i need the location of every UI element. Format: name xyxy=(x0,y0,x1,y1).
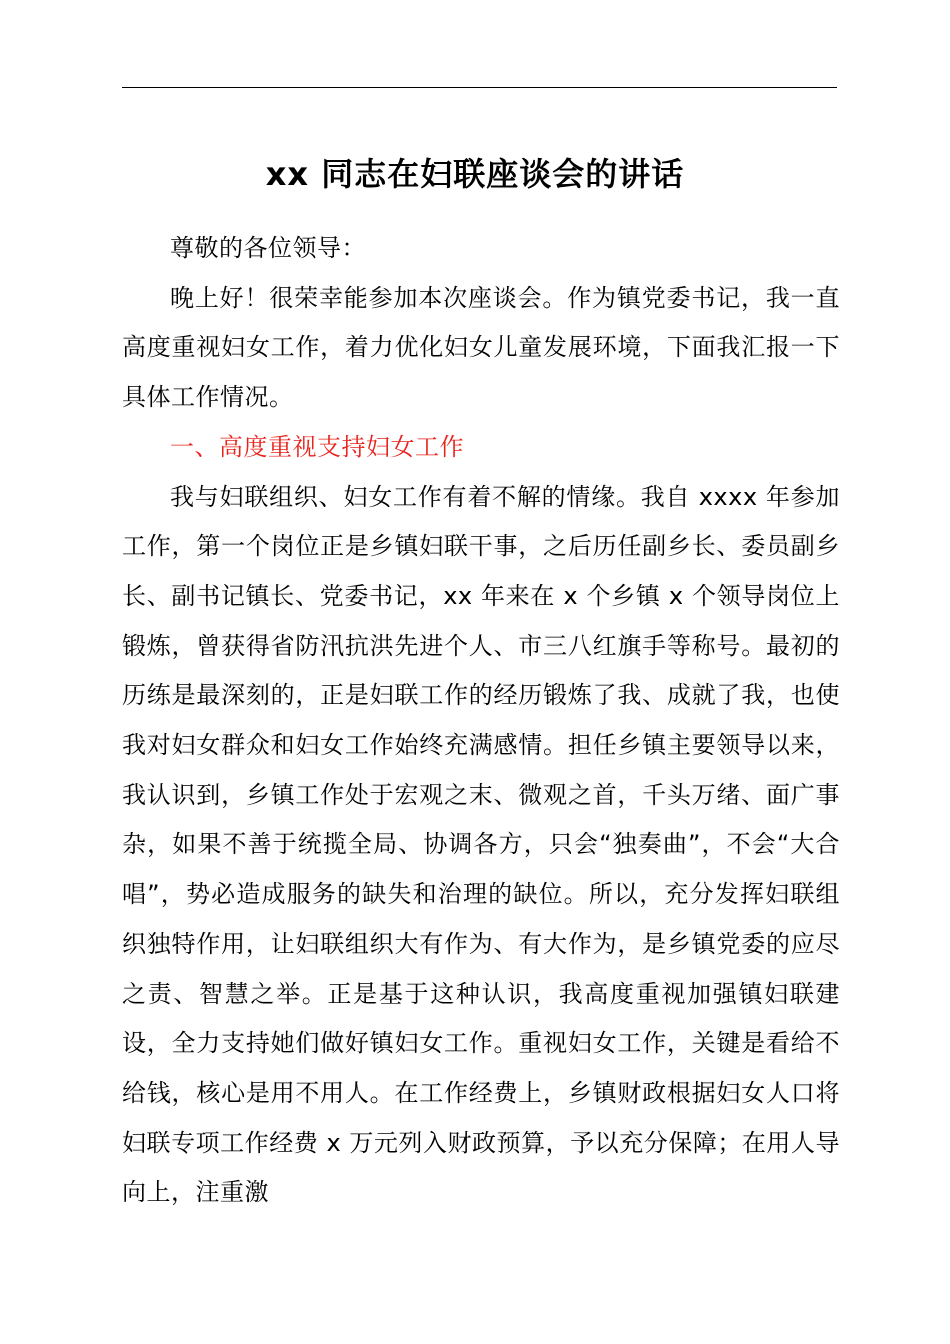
document-title: xx 同志在妇联座谈会的讲话 xyxy=(265,155,685,193)
header-rule xyxy=(122,87,837,88)
section-paragraph: 我与妇联组织、妇女工作有着不解的情缘。我自 xxxx 年参加工作，第一个岗位正是乡镇妇联干事，之后历任副乡长、委员副乡长、副书记镇长、党委书记，xx 年来在 x 个乡镇 x 个领导岗位上锻炼，曾获得省防汛抗洪先进个人、市三八红旗手等称号。最初的历练是最深刻的，正是妇联工作的经历锻炼了我、成就了我，也使我对妇女群众和妇女工作始终充满感情。担任乡镇主要领导以来，我认识到，乡镇工作处于宏观之末、微观之首，千头万绪、面广事杂，如果不善于统揽全局、协调各方，只会“独奏曲”，不会“大合唱”，势必造成服务的缺失和治理的缺位。所以，充分发挥妇联组织独特作用，让妇联组织大有作为、有大作为，是乡镇党委的应尽之责、智慧之举。正是基于这种认识，我高度重视加强镇妇联建设，全力支持她们做好镇妇女工作。重视妇女工作，关键是看给不给钱，核心是用不用人。在工作经费上，乡镇财政根据妇女人口将妇联专项工作经费 x 万元列入财政预算，予以充分保障；在用人导向上，注重激 xyxy=(122,482,840,1207)
section-heading: 一、高度重视支持妇女工作 xyxy=(170,432,464,461)
salutation: 尊敬的各位领导： xyxy=(170,234,366,262)
opening-paragraph: 晚上好！很荣幸能参加本次座谈会。作为镇党委书记，我一直高度重视妇女工作，着力优化妇女儿童发展环境，下面我汇报一下具体工作情况。 xyxy=(122,283,840,412)
document-body xyxy=(122,224,840,1218)
